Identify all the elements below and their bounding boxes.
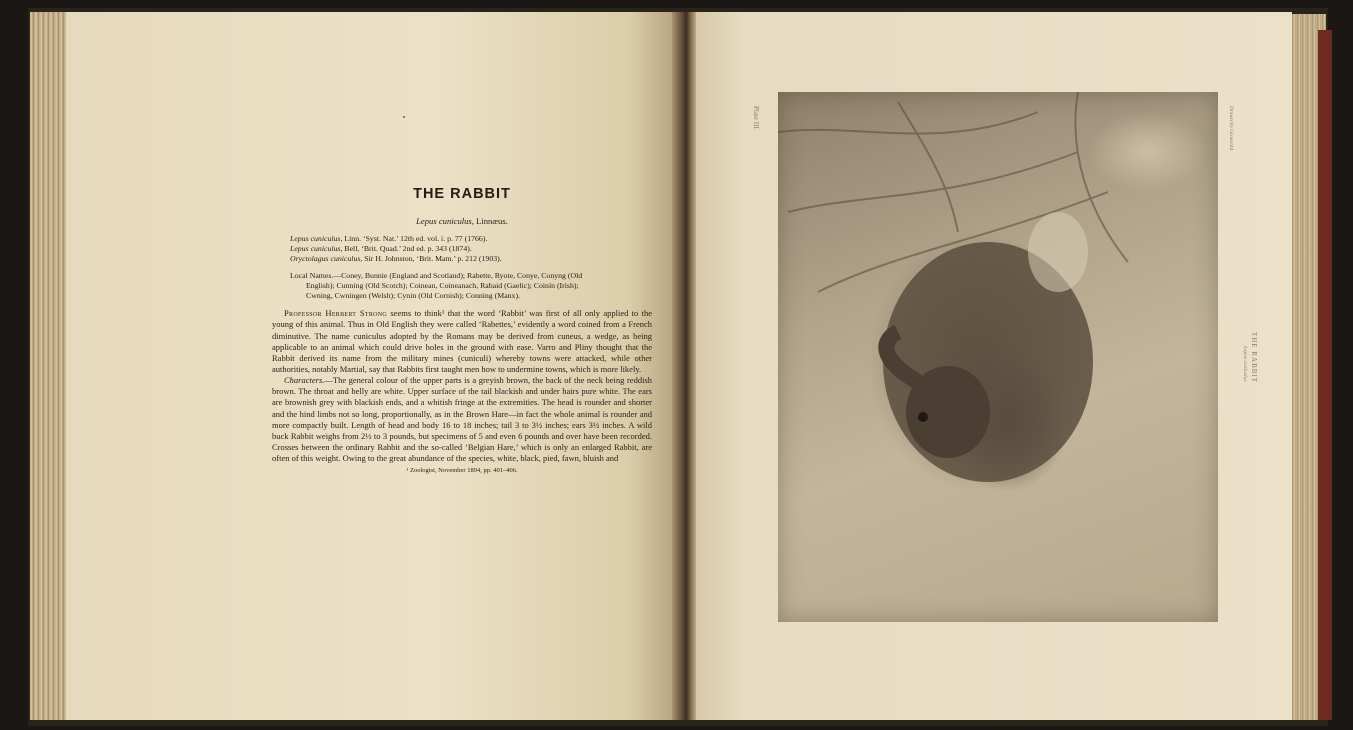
local-names-line: Cwning, Cwningen (Welsh); Cynin (Old Cornish); Conning (Manx). xyxy=(306,291,520,301)
plate-title: THE RABBIT xyxy=(1250,332,1258,384)
reference-name: Oryctolagus cuniculus xyxy=(290,254,361,264)
local-names xyxy=(290,271,652,302)
paragraph-origin xyxy=(272,308,652,375)
left-page xyxy=(66,12,678,720)
reference-item xyxy=(290,234,652,244)
reference-name: Lepus cuniculus xyxy=(290,244,341,254)
plate-credit: Drawn by Gronvold xyxy=(1228,106,1234,151)
rabbit-illustration-plate xyxy=(778,92,1218,622)
paragraph-characters xyxy=(272,375,652,464)
local-names-line: English); Cunning (Old Scotch); Coinean, Coineanach, Rabaid (Gaelic); Coinín (Irish); xyxy=(306,280,579,290)
reference-text: , Bell, ‘Brit. Quad.’ 2nd ed. p. 343 (1874). xyxy=(340,244,472,254)
reference-item xyxy=(290,244,652,254)
plate-subtitle: Lepus cuniculus xyxy=(1242,346,1248,382)
rabbit-illustration xyxy=(778,92,1218,622)
reference-item xyxy=(290,254,652,264)
references xyxy=(290,234,652,265)
reference-text: , Linn. ‘Syst. Nat.’ 12th ed. vol. i. p. 77 (1766). xyxy=(340,234,488,243)
text-block xyxy=(272,186,652,474)
book-cover-edge xyxy=(1318,30,1332,720)
paragraph-text: —The general colour of the upper parts is a greyish brown, the back of the neck being reddish brown. The throat and belly are white. Upper surface of the tail blackish and under hairs pure white. The ears are brownish grey with blackish ends, and a whitish fringe at the extremities. The head is rounder and shorter and the hind limbs not so long, proportionally, as in the Brown Hare—in fact the whole animal is rounder and more compactly built. Length of head and body 16 to 18 inches; tail 3 to 3½ inches; ears 3½ inches. A wild buck Rabbit weighs from 2½ to 3 pounds, but specimens of 5 and even 6 pounds and over have been recorded. Crosses between the ordinary Rabbit and the so-called ‘Belgian Hare,’ which is only an enlarged Rabbit, are often of this weight. Owing to the great abundance of the species, white, black, pied, fawn, bluish and xyxy=(272,375,652,464)
page-title: THE RABBIT xyxy=(413,186,511,202)
book-gutter xyxy=(672,12,698,720)
reference-name: Lepus cuniculus xyxy=(290,234,341,243)
plate-label: Plate III. xyxy=(752,106,760,131)
author-name: Professor Herbert Strong xyxy=(284,308,388,319)
footnote: ¹ Zoologist, November 1894, pp. 401–406. xyxy=(406,467,518,475)
section-heading: Characters. xyxy=(284,375,325,386)
scientific-author: , Linnæus. xyxy=(471,216,508,226)
page-speck xyxy=(403,116,405,118)
rabbit-tail xyxy=(1028,212,1088,292)
reference-text: , Sir H. Johnston, ‘Brit. Mam.’ p. 212 (1903). xyxy=(360,254,502,264)
rabbit-eye xyxy=(918,412,928,422)
page-edges-left xyxy=(30,12,70,720)
paragraph-text: seems to think¹ that the word ‘Rabbit’ was first of all only applied to the young of this animal. Thus in Old English they were called ‘Rabettes,’ evidently a word coined from a French diminutive. The name cuniculus adopted by the Romans may be derived from cuneus, a wedge, as being applicable to an animal which could drive holes in the ground with ease. Varro and Pliny thought that the Rabbit derived its name from the military mines (cuniculi) whereby towns were attacked, while other authorities, notably Martial, say that Rabbits first taught men how to undermine towns, which is more likely. xyxy=(272,308,652,374)
scientific-name-line xyxy=(272,216,652,226)
local-names-line: Local Names.—Coney, Bunnie (England and Scotland); Rabette, Ryote, Conye, Conyng (Old xyxy=(290,270,583,280)
scientific-name: Lepus cuniculus xyxy=(416,216,472,226)
